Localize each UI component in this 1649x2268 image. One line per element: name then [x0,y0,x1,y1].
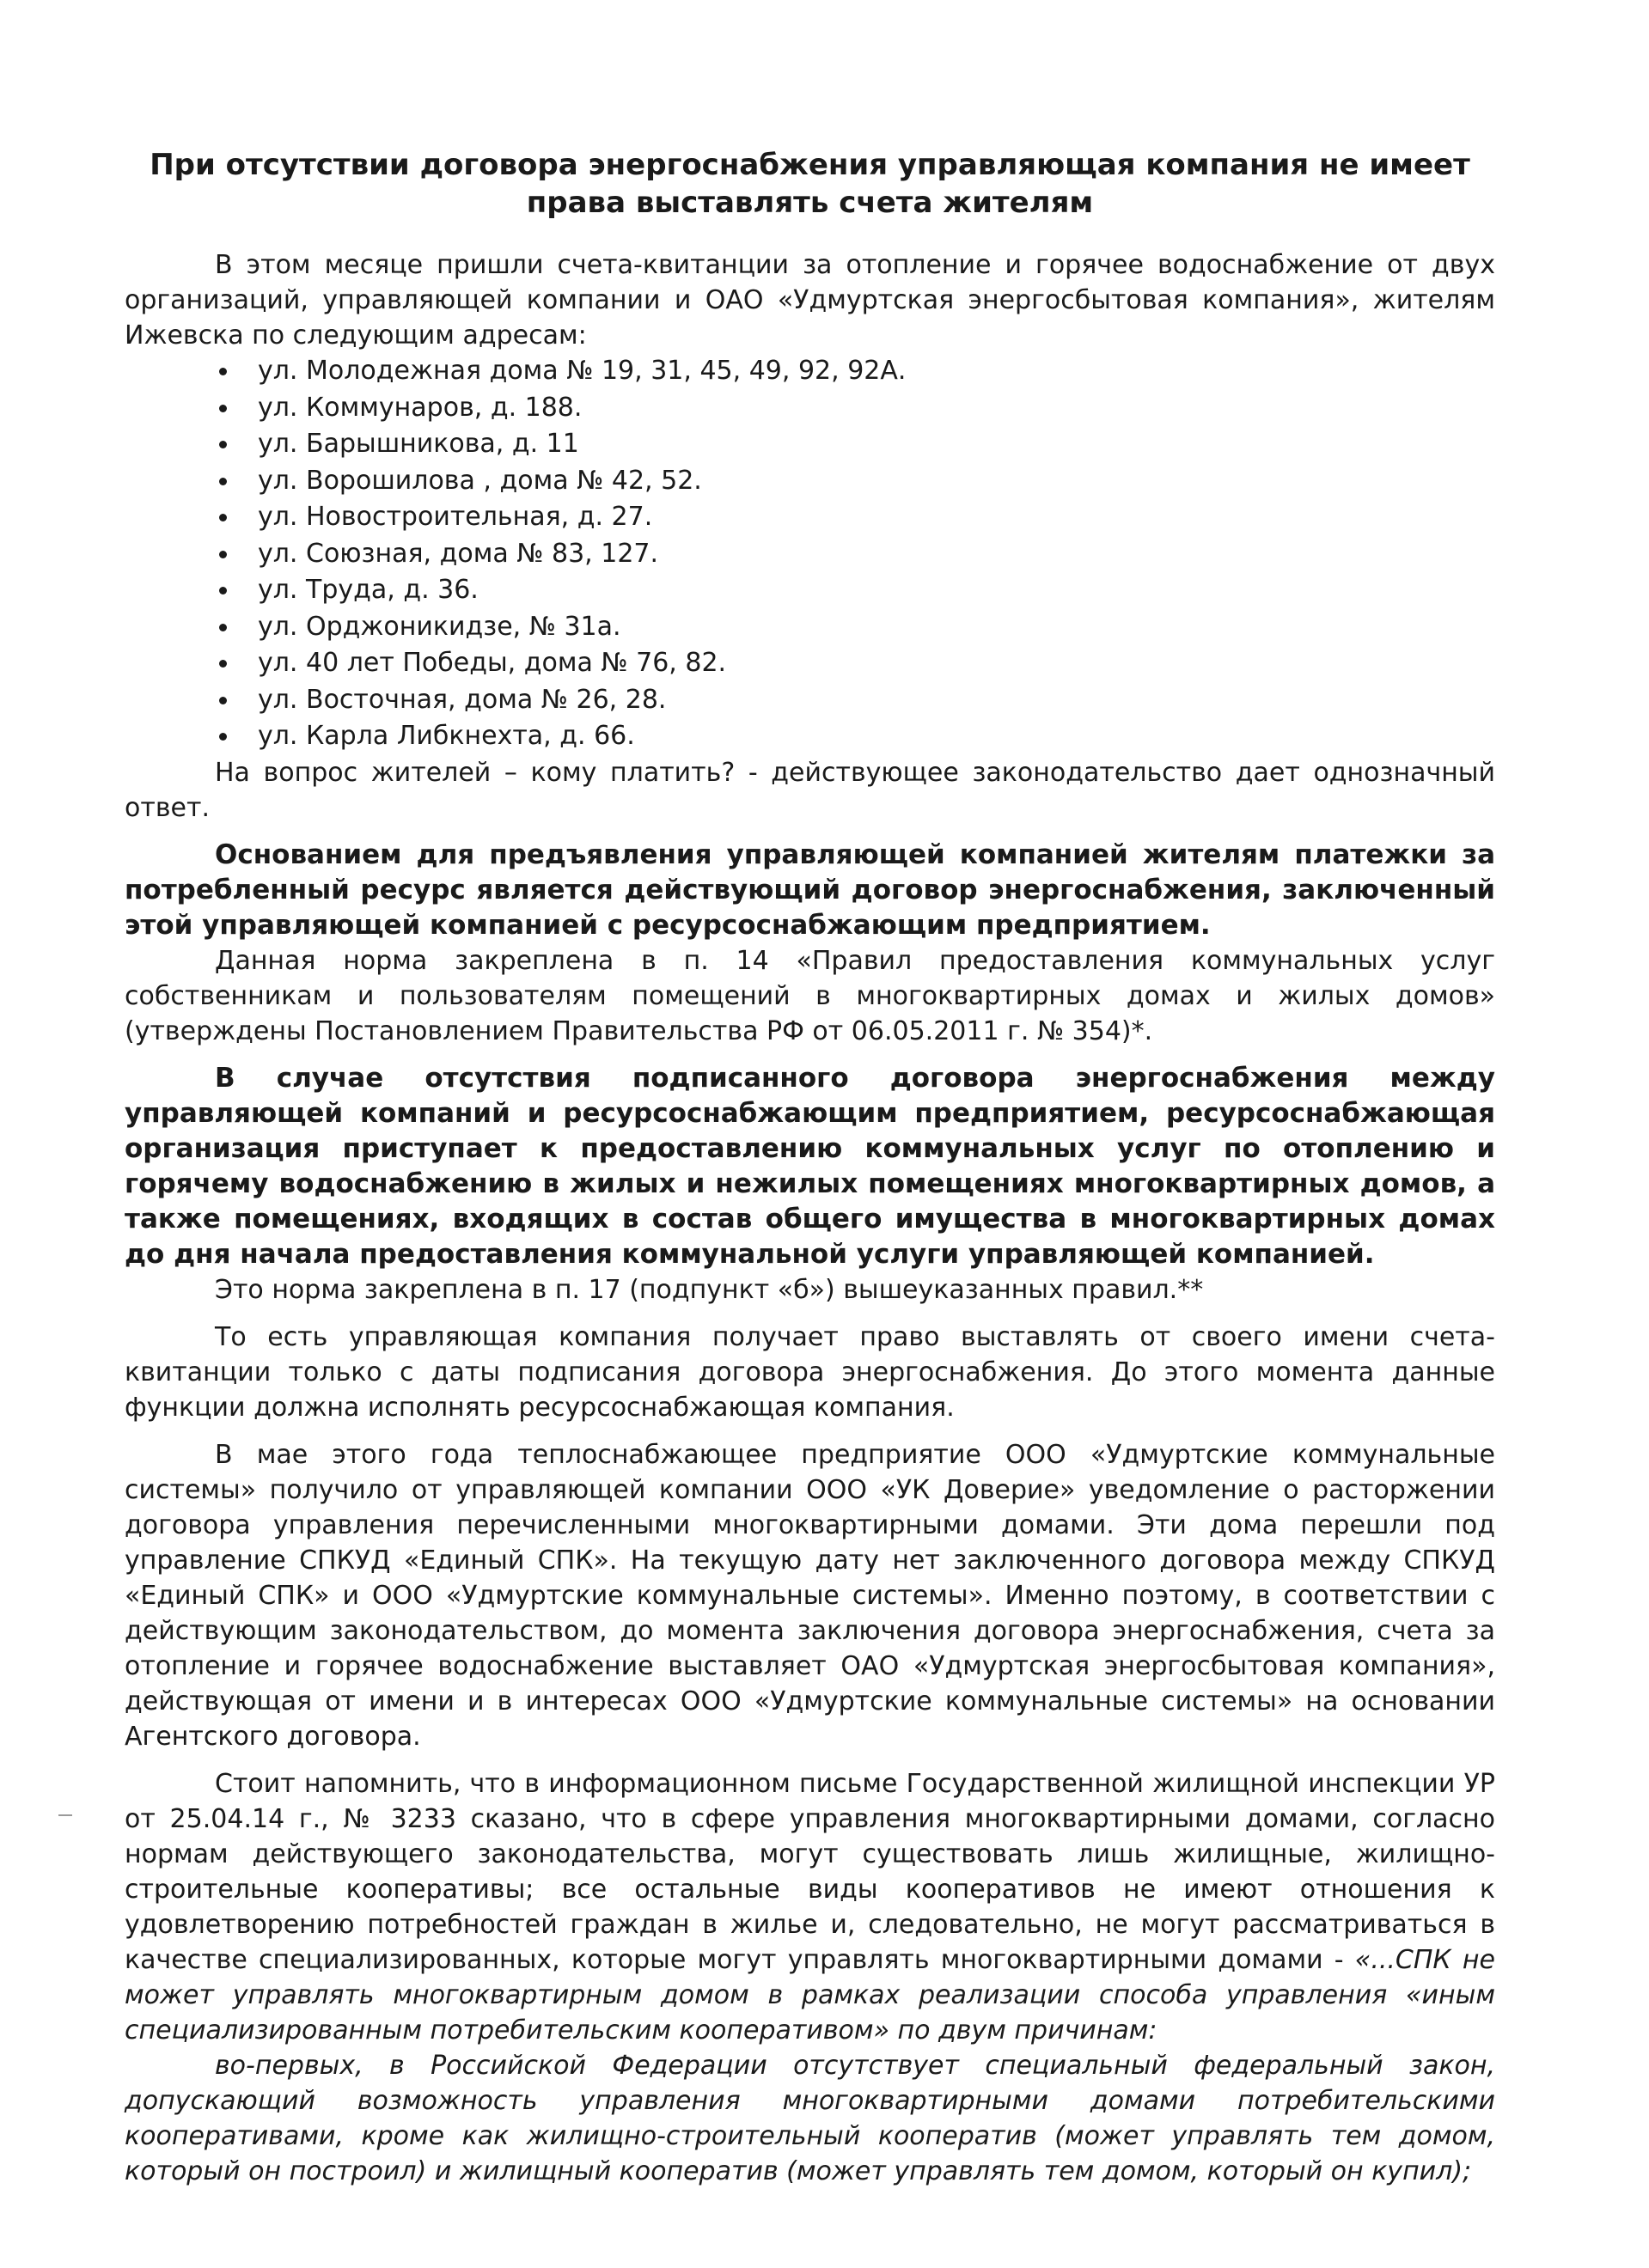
question-paragraph: На вопрос жителей – кому платить? - действующее законодательство дает однозначный ответ. [125,757,1495,823]
bold-statement-2: В случае отсутствия подписанного договора энергоснабжения между управляющей компаний и ресурсоснабжающим предприятием, ресурсоснабжающая организация приступает к предоставлению коммунальных услуг по отоплению и горячему водоснабжению в жилых и нежилых помещениях многоквартирных домов, а также помещениях, входящих в состав общего имущества в многоквартирных домах до дня начала предоставления коммунальной услуги управляющей компанией. [125,1062,1495,1270]
body-paragraph-2: В мае этого года теплоснабжающее предприятие ООО «Удмуртские коммунальные системы» получило от управляющей компании ООО «УК Доверие» уведомление о расторжении договора управления перечисленными многоквартирными домами. Эти дома перешли под управление СПКУД «Единый СПК». На текущую дату нет заключенного договора между СПКУД «Единый СПК» и ООО «Удмуртские коммунальные системы». Именно поэтому, в соответствии с действующим законодательством, до момента заключения договора энергоснабжения, счета за отопление и горячее водоснабжение выставляет ОАО «Удмуртская энергосбытовая компания», действующая от имени и в интересах ООО «Удмуртские коммунальные системы» на основании Агентского договора. [125,1439,1495,1752]
body-paragraph-3 [125,1766,1495,2048]
address-item: ул. Труда, д. 36. [215,572,1495,609]
address-item: ул. Ворошилова , дома № 42, 52. [215,463,1495,500]
address-item: ул. Восточная, дома № 26, 28. [215,682,1495,719]
address-item: ул. Новостроительная, д. 27. [215,499,1495,536]
document-title: При отсутствии договора энергоснабжения управляющая компания не имеет права выставлять счета жителям [150,148,1470,220]
body-paragraph-4: во-первых, в Российской Федерации отсутствует специальный федеральный закон, допускающий возможность управления многоквартирными домами потребительскими кооперативами, кроме как жилищно-строительный кооператив (может управлять тем домом, который он построил) и жилищный кооператив (может управлять тем домом, который он купил); [125,2050,1495,2186]
norm-paragraph-1: Данная норма закреплена в п. 14 «Правил предоставления коммунальных услуг собственникам и пользователям помещений в многоквартирных домах и жилых домов» (утверждены Постановлением Правительства РФ от 06.05.2011 г. № 354)*. [125,945,1495,1046]
body-paragraph-1: То есть управляющая компания получает право выставлять от своего имени счета-квитанции только с даты подписания договора энергоснабжения. До этого момента данные функции должна исполнять ресурсоснабжающая компания. [125,1321,1495,1423]
address-item: ул. 40 лет Победы, дома № 76, 82. [215,645,1495,682]
address-item: ул. Барышникова, д. 11 [215,426,1495,463]
bold-statement-1: Основанием для предъявления управляющей компанией жителям платежки за потребленный ресурс является действующий договор энергоснабжения, заключенный этой управляющей компанией с ресурсоснабжающим предприятием. [125,838,1495,941]
norm-paragraph-2: Это норма закреплена в п. 17 (подпункт «б») вышеуказанных правил.** [215,1274,1204,1305]
address-item: ул. Карла Либкнехта, д. 66. [215,718,1495,755]
intro-paragraph: В этом месяце пришли счета-квитанции за отопление и горячее водоснабжение от двух организаций, управляющей компании и ОАО «Удмуртская энергосбытовая компания», жителям Ижевска по следующим адресам: [125,250,1495,351]
body-paragraph-3-text: Стоит напомнить, что в информационном письме Государственной жилищной инспекции УР от 25.04.14 г., № 3233 сказано, что в сфере управления многоквартирными домами, согласно нормам действующего законодательства, могут существовать лишь жилищные, жилищно-строительные кооперативы; все остальные виды кооперативов не имеют отношения к удовлетворению потребностей граждан в жилье и, следовательно, не могут рассматриваться в качестве специализированных, которые могут управлять многоквартирными домами - [125,1768,1495,1975]
address-item: ул. Орджоникидзе, № 31а. [215,609,1495,646]
document-body [125,146,1495,2189]
address-item: ул. Союзная, дома № 83, 127. [215,536,1495,573]
address-item: ул. Коммунаров, д. 188. [215,390,1495,427]
address-list [125,353,1495,755]
address-item: ул. Молодежная дома № 19, 31, 45, 49, 92, 92А. [215,353,1495,390]
scan-margin-mark [58,1814,72,1816]
body-paragraph-3-quote: «...СПК не может управлять многоквартирным домом в рамках реализации способа управления «иным специализированным потребительским кооперативом» по двум причинам: [125,1944,1495,2045]
